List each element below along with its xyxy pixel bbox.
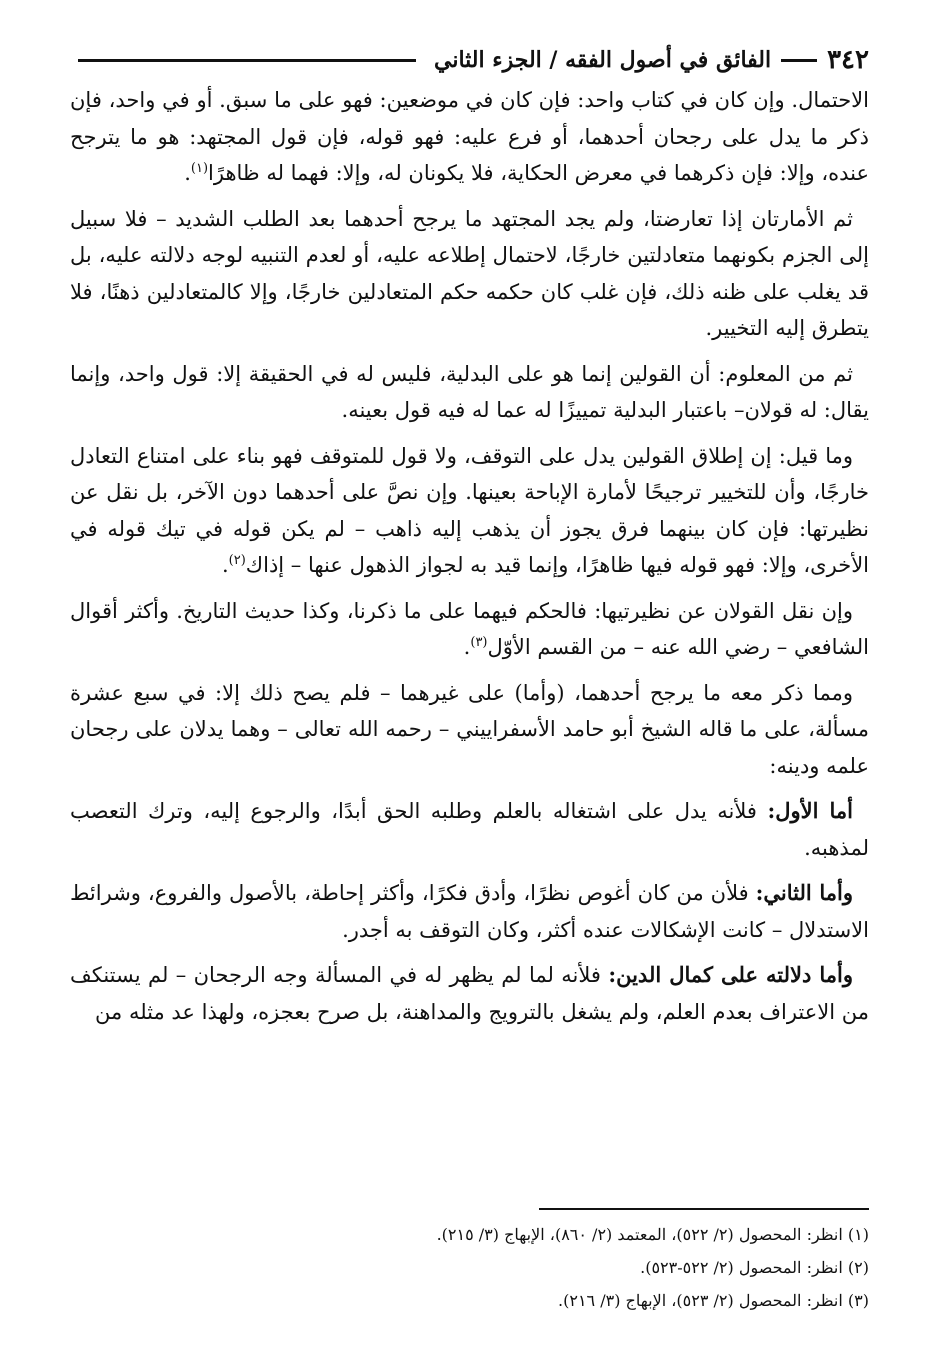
footnote-ref: (٢) xyxy=(228,553,246,568)
footnote-ref: (١) xyxy=(190,161,209,176)
paragraph-lead: وأما الثاني: xyxy=(755,880,853,905)
footnote-divider xyxy=(539,1208,869,1210)
paragraph: وإن نقل القولان عن نظيرتيها: فالحكم فيهما على ما ذكرنا، وكذا حديث التاريخ. وأكثر أقوال الشافعي – رضي الله عنه – من القسم الأوّل$^{(٣)}$. xyxy=(70,598,869,659)
running-header xyxy=(70,40,869,80)
footnotes xyxy=(70,1218,869,1317)
page-body xyxy=(70,82,869,1039)
paragraph: أما الأول: فلأنه يدل على اشتغاله بالعلم وطلبه الحق أبدًا، والرجوع إليه، وترك التعصب لمذهبه. xyxy=(70,798,869,860)
page-number: ٣٤٢ xyxy=(827,45,869,75)
footnote: (١) انظر: المحصول (٢/ ٥٢٢)، المعتمد (٢/ ٨٦٠)، الإبهاج (٣/ ٢١٥). xyxy=(436,1225,869,1244)
paragraph: الاحتمال. وإن كان في كتاب واحد: فإن كان في موضعين: فهو على ما سبق. أو في واحد، فإن ذكر ما يدل على رجحان أحدهما، أو فرع عليه: فهو قوله، فإن قول المجتهد: هو ما يترجح عنده، وإلا: فإن ذكرهما في معرض الحكاية، فلا يكونان له، وإلا: فهما له ظاهرًا$^{(١)}$. xyxy=(70,88,869,185)
paragraph: ثم الأمارتان إذا تعارضتا، ولم يجد المجتهد ما يرجح أحدهما بعد الطلب الشديد – فلا سبيل إلى الجزم بكونهما متعادلتين خارجًا، لاحتمال إطلاعه عليه، أو لعدم التنبيه لوجه دلالته عليه، بل قد يغلب على ظنه ذلك، فإن غلب كان حكمه حكم المتعادلين خارجًا، وإلا كالمتعادلين ذهنًا، فلا يتطرق إليه التخيير. xyxy=(70,206,869,340)
paragraph: ثم من المعلوم: أن القولين إنما هو على البدلية، فليس له في الحقيقة إلا: قول واحد، وإنما يقال: له قولان– باعتبار البدلية تمييزًا له عما له فيه قول بعينه. xyxy=(70,361,869,422)
header-rule-left xyxy=(78,59,416,62)
footnote: (٣) انظر: المحصول (٢/ ٥٢٣)، الإبهاج (٣/ ٢١٦). xyxy=(558,1291,869,1310)
footnote-ref: (٣) xyxy=(470,635,488,650)
paragraph: وأما الثاني: فلأن من كان أغوص نظرًا، وأدق فكرًا، وأكثر إحاطة، بالأصول والفروع، وشرائط الاستدلال – كانت الإشكالات عنده أكثر، وكان التوقف به أجدر. xyxy=(70,880,869,942)
header-rule-right xyxy=(781,59,817,62)
book-title: الفائق في أصول الفقه / الجزء الثاني xyxy=(434,47,772,73)
paragraph-lead: أما الأول: xyxy=(767,798,853,823)
paragraph: وأما دلالته على كمال الدين: فلأنه لما لم يظهر له في المسألة وجه الرجحان – لم يستنكف من الاعتراف بعدم العلم، ولم يشغل بالترويج والمداهنة، بل صرح بعجزه، ولهذا عد مثله من xyxy=(70,962,869,1024)
footnote: (٢) انظر: المحصول (٢/ ٥٢٢-٥٢٣). xyxy=(640,1258,869,1277)
paragraph: ومما ذكر معه ما يرجح أحدهما، (وأما) على غيرهما – فلم يصح ذلك إلا: في سبع عشرة مسألة، على ما قاله الشيخ أبو حامد الأسفراييني – رحمه الله تعالى – وهما يدلان على رجحان علمه ودينه: xyxy=(70,680,869,778)
paragraph: وما قيل: إن إطلاق القولين يدل على التوقف، ولا قول للمتوقف فهو بناء على امتناع التعادل خارجًا، وأن للتخيير ترجيحًا لأمارة الإباحة بعينها. وإن نصَّ على أحدهما دون الآخر، بل نقل عن نظيرتها: فإن كان بينهما فرق يجوز أن يذهب إليه ذاهب – لم يكن قوله في تيك قوله في الأخرى، وإلا: فهو قوله فيها ظاهرًا، وإنما قيد به لجواز الذهول عنها – إذاك$^{(٢)}$. xyxy=(70,443,869,577)
paragraph-lead: وأما دلالته على كمال الدين: xyxy=(608,962,853,987)
